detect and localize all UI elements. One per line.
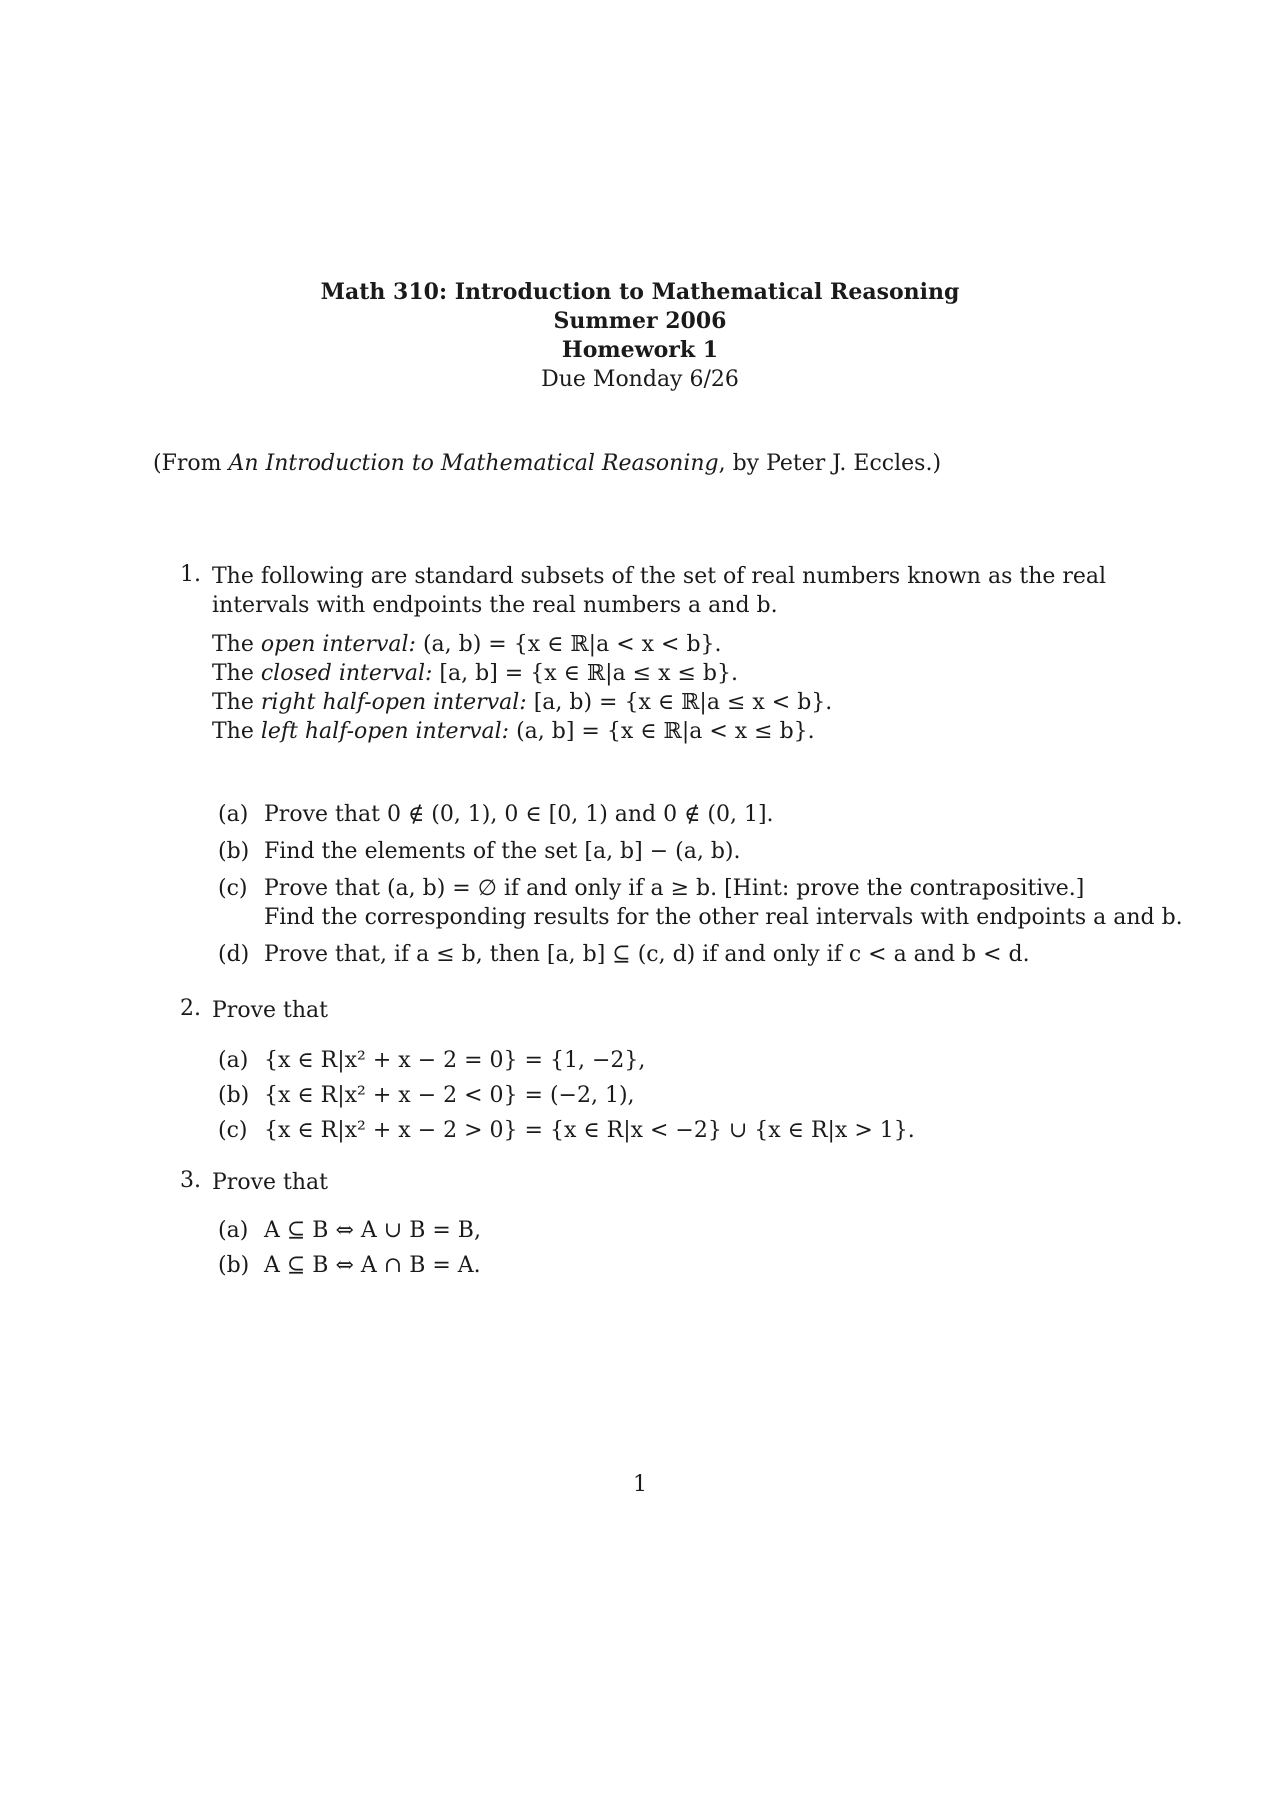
definition-open: The open interval: (a, b) = {x ∈ ℝ|a < x < b}. bbox=[212, 632, 722, 657]
part-a: (a) {x ∈ R|x² + x − 2 = 0} = {1, −2}, bbox=[218, 1048, 646, 1073]
problem-number: 1. bbox=[180, 562, 201, 587]
assignment-title: Homework 1 bbox=[561, 337, 719, 363]
problem-1 bbox=[180, 562, 1160, 620]
definition-closed: The closed interval: [a, b] = {x ∈ ℝ|a ≤ x ≤ b}. bbox=[212, 661, 739, 686]
part-d: (d) Prove that, if a ≤ b, then [a, b] ⊆ (c, d) if and only if c < a and b < d. bbox=[218, 942, 1030, 967]
part-c: (c) Prove that (a, b) = ∅ if and only if a ≥ b. [Hint: prove the contrapositive.] Find the corresponding results for the other real intervals with endpoints a and b. bbox=[218, 876, 1183, 930]
problem-3-parts bbox=[218, 1216, 481, 1280]
part-b: (b) A ⊆ B ⇔ A ∩ B = A. bbox=[218, 1253, 481, 1278]
term: Summer 2006 bbox=[553, 308, 727, 334]
course-title: Math 310: Introduction to Mathematical Reasoning bbox=[320, 279, 960, 305]
interval-definitions bbox=[212, 630, 832, 746]
problem-1-parts bbox=[218, 800, 1183, 969]
problem-intro: Prove that bbox=[212, 1170, 328, 1195]
problem-2-parts bbox=[218, 1046, 915, 1145]
part-a: (a) A ⊆ B ⇔ A ∪ B = B, bbox=[218, 1218, 481, 1243]
part-a: (a) Prove that 0 ∉ (0, 1), 0 ∈ [0, 1) and 0 ∉ (0, 1]. bbox=[218, 802, 774, 827]
definition-left-half-open: The left half-open interval: (a, b] = {x ∈ ℝ|a < x ≤ b}. bbox=[212, 719, 815, 744]
problem-3 bbox=[180, 1168, 1160, 1197]
source-citation bbox=[153, 451, 941, 476]
problem-2 bbox=[180, 996, 1160, 1025]
part-b: (b) Find the elements of the set [a, b] − (a, b). bbox=[218, 839, 741, 864]
source-suffix: , by Peter J. Eccles.) bbox=[718, 451, 942, 476]
problem-number: 3. bbox=[180, 1168, 201, 1193]
part-b: (b) {x ∈ R|x² + x − 2 < 0} = (−2, 1), bbox=[218, 1083, 635, 1108]
source-prefix: (From bbox=[153, 451, 229, 476]
page-number: 1 bbox=[633, 1472, 647, 1497]
part-c: (c) {x ∈ R|x² + x − 2 > 0} = {x ∈ R|x < −2} ∪ {x ∈ R|x > 1}. bbox=[218, 1118, 915, 1143]
due-date: Due Monday 6/26 bbox=[541, 367, 739, 392]
problem-intro: Prove that bbox=[212, 998, 328, 1023]
definition-right-half-open: The right half-open interval: [a, b) = {x ∈ ℝ|a ≤ x < b}. bbox=[212, 690, 833, 715]
problem-intro: The following are standard subsets of the set of real numbers known as the real intervals with endpoints the real numbers a and b. bbox=[212, 564, 1107, 618]
source-book-title: An Introduction to Mathematical Reasoning bbox=[228, 451, 719, 476]
problem-number: 2. bbox=[180, 996, 201, 1021]
document-header bbox=[0, 278, 1280, 394]
